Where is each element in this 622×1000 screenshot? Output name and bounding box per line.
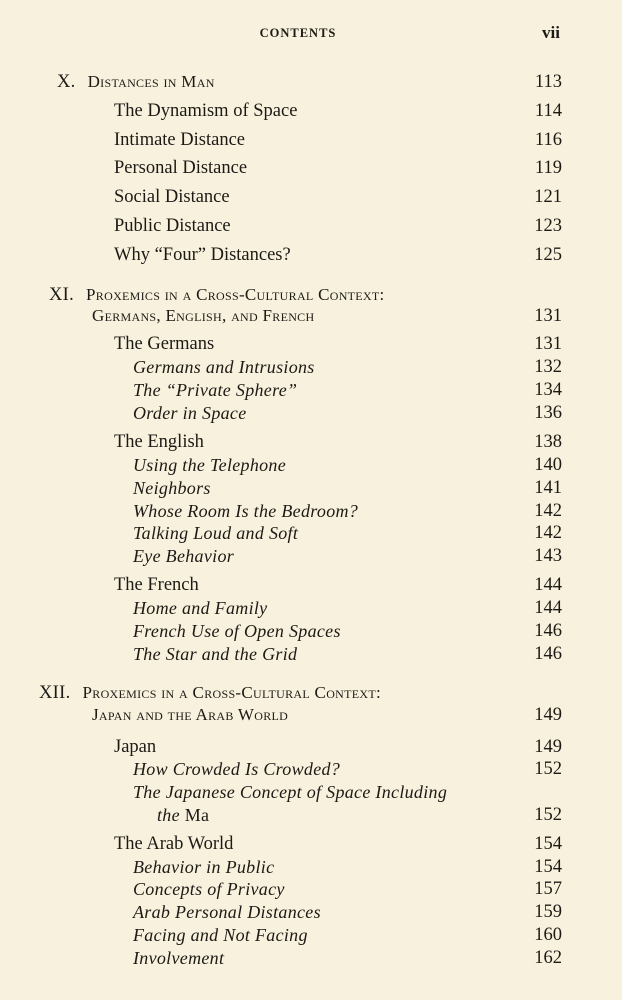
- subsection-title: Home and Family: [133, 598, 268, 618]
- page-number: 162: [534, 948, 562, 968]
- toc-subsection[interactable]: [0, 619, 622, 643]
- toc-subsection[interactable]: [0, 596, 622, 620]
- subsection-title: Eye Behavior: [133, 546, 235, 566]
- toc-subsection[interactable]: [0, 780, 622, 804]
- page-number: 146: [534, 644, 562, 664]
- entry-title: Public Distance: [114, 216, 231, 236]
- section-title: Japan: [114, 737, 157, 757]
- subsection-title: Involvement: [133, 948, 225, 968]
- chapter-title-continued: Germans, English, and French: [92, 306, 315, 325]
- subsection-title: Talking Loud and Soft: [133, 523, 299, 543]
- toc-section[interactable]: [0, 573, 622, 597]
- entry-title: The Dynamism of Space: [114, 101, 298, 121]
- section-title: The Germans: [114, 334, 215, 354]
- entry-title: Why “Four” Distances?: [114, 245, 291, 265]
- toc-chapter-x[interactable]: [0, 70, 622, 94]
- toc-entry[interactable]: [0, 156, 622, 180]
- page-number: 144: [534, 575, 562, 595]
- subsection-title: French Use of Open Spaces: [133, 621, 341, 641]
- toc-subsection[interactable]: [0, 877, 622, 901]
- page-number: 116: [534, 130, 562, 150]
- toc-section[interactable]: [0, 832, 622, 856]
- subsection-title: Behavior in Public: [133, 857, 275, 877]
- ma-term: Ma: [184, 805, 210, 825]
- page-number: 154: [534, 857, 562, 877]
- subsection-title-continued: the: [157, 805, 180, 825]
- entry-title: Personal Distance: [114, 158, 248, 178]
- toc-section[interactable]: [0, 332, 622, 356]
- toc-subsection[interactable]: [0, 378, 622, 402]
- subsection-title: How Crowded Is Crowded?: [133, 759, 341, 779]
- page-number: 134: [534, 380, 562, 400]
- page-number: 159: [534, 902, 562, 922]
- toc-entry[interactable]: [0, 243, 622, 267]
- page-number: 119: [534, 158, 562, 178]
- subsection-title: Using the Telephone: [133, 455, 287, 475]
- toc-subsection[interactable]: [0, 544, 622, 568]
- toc-subsection[interactable]: [0, 355, 622, 379]
- toc-entry[interactable]: [0, 99, 622, 123]
- toc-subsection[interactable]: [0, 401, 622, 425]
- toc-chapter-xi-continued[interactable]: [0, 304, 622, 328]
- subsection-title: The Japanese Concept of Space Including: [133, 782, 448, 802]
- page-number: 142: [534, 501, 562, 521]
- toc-subsection[interactable]: [0, 900, 622, 924]
- page-number: 113: [534, 72, 562, 92]
- page-number: 149: [534, 705, 562, 725]
- toc-section[interactable]: [0, 430, 622, 454]
- section-title: The English: [114, 432, 204, 452]
- toc-subsection-continued[interactable]: [0, 803, 622, 827]
- subsection-title: Concepts of Privacy: [133, 879, 285, 899]
- toc-subsection[interactable]: [0, 642, 622, 666]
- toc-chapter-xii-continued[interactable]: [0, 703, 622, 727]
- page-number: 154: [534, 834, 562, 854]
- toc-entry[interactable]: [0, 128, 622, 152]
- subsection-title: Neighbors: [133, 478, 211, 498]
- page-number: 131: [534, 334, 562, 354]
- toc-subsection[interactable]: [0, 499, 622, 523]
- running-header-page-number: vii: [542, 23, 560, 42]
- chapter-title: Proxemics in a Cross-Cultural Context:: [86, 285, 385, 304]
- page-number: 132: [534, 357, 562, 377]
- page-number: 157: [534, 879, 562, 899]
- section-title: The French: [114, 575, 199, 595]
- running-header-title: CONTENTS: [259, 26, 337, 40]
- subsection-title: The Star and the Grid: [133, 644, 298, 664]
- toc-subsection[interactable]: [0, 453, 622, 477]
- page-number: 114: [534, 101, 562, 121]
- toc-subsection[interactable]: [0, 923, 622, 947]
- toc-subsection[interactable]: [0, 521, 622, 545]
- page-number: 160: [534, 925, 562, 945]
- page-number: 142: [534, 523, 562, 543]
- toc-subsection[interactable]: [0, 476, 622, 500]
- toc-chapter-xii[interactable]: [0, 681, 622, 705]
- page-number: 125: [534, 245, 562, 265]
- page-number: 136: [534, 403, 562, 423]
- page-number: 131: [534, 306, 562, 326]
- chapter-number: XII.: [39, 683, 71, 703]
- page-number: 138: [534, 432, 562, 452]
- chapter-number: XI.: [49, 285, 75, 305]
- entry-title: Intimate Distance: [114, 130, 245, 150]
- page-number: 149: [534, 737, 562, 757]
- page-number: 123: [534, 216, 562, 236]
- toc-subsection[interactable]: [0, 855, 622, 879]
- page-number: 143: [534, 546, 562, 566]
- toc-entry[interactable]: [0, 185, 622, 209]
- toc-subsection[interactable]: [0, 757, 622, 781]
- subsection-title: Order in Space: [133, 403, 247, 423]
- toc-entry[interactable]: [0, 214, 622, 238]
- toc-section[interactable]: [0, 735, 622, 759]
- page-number: 141: [534, 478, 562, 498]
- page-number: 146: [534, 621, 562, 641]
- subsection-title: Facing and Not Facing: [133, 925, 308, 945]
- page-number: 144: [534, 598, 562, 618]
- subsection-title: Germans and Intrusions: [133, 357, 315, 377]
- chapter-title: Proxemics in a Cross-Cultural Context:: [82, 683, 382, 702]
- toc-subsection[interactable]: [0, 946, 622, 970]
- chapter-title-continued: Japan and the Arab World: [92, 705, 289, 724]
- subsection-title: The “Private Sphere”: [133, 380, 298, 400]
- page-number: 152: [534, 805, 562, 825]
- subsection-title: Arab Personal Distances: [133, 902, 321, 922]
- section-title: The Arab World: [114, 834, 234, 854]
- chapter-title: Distances in Man: [87, 72, 215, 91]
- entry-title: Social Distance: [114, 187, 230, 207]
- chapter-number: X.: [57, 72, 76, 92]
- page-number: 152: [534, 759, 562, 779]
- page-number: 121: [534, 187, 562, 207]
- subsection-title: Whose Room Is the Bedroom?: [133, 501, 359, 521]
- page-number: 140: [534, 455, 562, 475]
